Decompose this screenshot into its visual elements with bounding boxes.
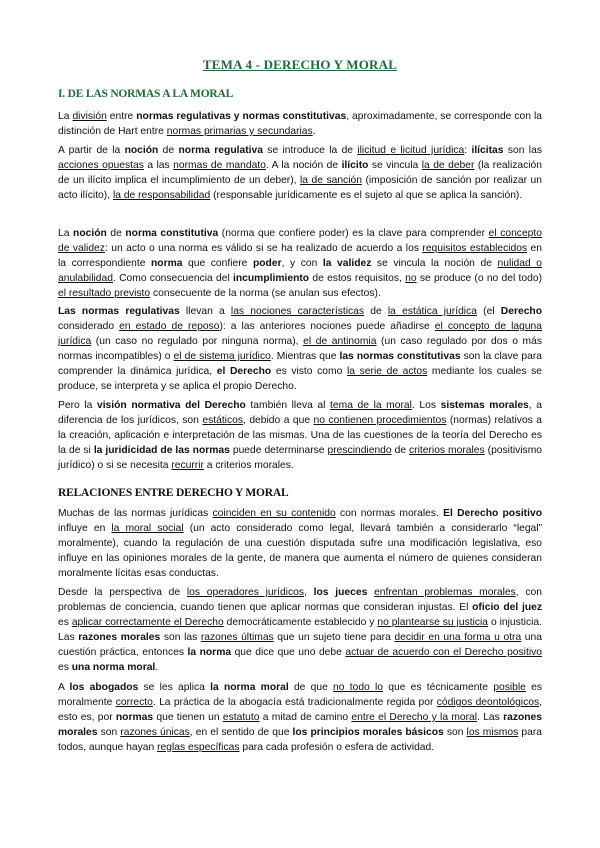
text-run: , esto es, por <box>58 697 542 723</box>
bold-text: las normas constitutivas <box>339 351 461 362</box>
text-run: . <box>312 126 316 137</box>
text-run: se introduce la de <box>262 145 358 156</box>
paragraph-2 <box>58 143 542 203</box>
text-run: . Mientras que <box>270 351 340 362</box>
text-run: , a diferencia de los jurídicos, son <box>58 400 542 426</box>
bold-text: normas regulativas y normas constitutivas <box>136 111 347 122</box>
text-run: A <box>58 682 70 693</box>
underlined-text: acciones opuestas <box>58 160 144 171</box>
bold-text: incumplimiento <box>233 273 310 284</box>
bold-text: normas <box>115 712 154 723</box>
document-title: TEMA 4 - DERECHO Y MORAL <box>202 57 398 72</box>
paragraph-6 <box>58 506 542 581</box>
text-run: se vincula la noción de <box>371 258 498 269</box>
text-run: que un sujeto tiene para <box>273 632 395 643</box>
text-run: de <box>391 445 410 456</box>
underlined-text: aplicar correctamente el Derecho <box>71 617 224 628</box>
text-run: con normas morales. <box>335 508 444 519</box>
underlined-text: estáticos <box>202 415 243 426</box>
text-run: , con problemas de conciencia, cuando tienen que aplicar normas que consideran injustas. El <box>58 587 542 613</box>
text-run: , y con <box>281 258 323 269</box>
text-run: A partir de la <box>58 145 125 156</box>
underlined-text: decidir en una forma u otra <box>394 632 522 643</box>
text-run: (norma que confiere poder) es la clave para comprender <box>218 228 489 239</box>
underlined-text: las nociones características <box>230 306 365 317</box>
bold-text: una norma moral <box>71 662 156 673</box>
text-run: se les aplica <box>138 682 211 693</box>
text-run: . Como consecuencia del <box>112 273 234 284</box>
underlined-text: razones últimas <box>200 632 274 643</box>
text-run: puede determinarse <box>229 445 328 456</box>
text-run: de <box>158 145 179 156</box>
paragraph-8 <box>58 680 542 755</box>
text-run: (normas) relativos a la creación, aplicación e interpretación de las mismas. Una de las cuestiones de la teoría del Derecho es la de si <box>58 415 543 456</box>
text-run: La <box>58 228 74 239</box>
bold-text: norma regulativa <box>178 145 263 156</box>
underlined-text: estatuto <box>222 712 260 723</box>
bold-text: ilícitas <box>471 145 504 156</box>
text-run: también lleva al <box>245 400 331 411</box>
text-run: Desde la perspectiva de <box>58 587 187 598</box>
underlined-text: prescindiendo <box>327 445 392 456</box>
text-run: (un caso no regulado por ninguna norma), <box>91 336 304 347</box>
text-run: (el <box>476 306 501 317</box>
underlined-text: división <box>72 111 107 122</box>
bold-text: la validez <box>322 258 372 269</box>
bold-text: norma constitutiva <box>125 228 219 239</box>
paragraph-3 <box>58 226 542 301</box>
underlined-text: la moral social <box>111 523 184 534</box>
underlined-text: normas primarias y secundarias <box>166 126 313 137</box>
paragraph-1 <box>58 109 542 139</box>
text-run: son <box>443 727 467 738</box>
bold-text: visión normativa del Derecho <box>96 400 246 411</box>
text-run: es <box>58 617 72 628</box>
underlined-text: el resultado previsto <box>58 288 151 299</box>
bold-text: la norma moral <box>210 682 289 693</box>
text-run: de que <box>288 682 334 693</box>
underlined-text: el concepto de validez <box>58 228 542 254</box>
text-run: se vincula <box>368 160 422 171</box>
bold-text: los jueces <box>313 587 368 598</box>
text-run: para cada profesión o esfera de actividad. <box>239 742 435 753</box>
underlined-text: la serie de actos <box>346 366 428 377</box>
text-run: Muchas de las normas jurídicas <box>58 508 213 519</box>
text-run: a criterios morales. <box>203 460 294 471</box>
bold-text: Derecho <box>500 306 542 317</box>
underlined-text: posible <box>493 682 526 693</box>
bold-text: los principios morales básicos <box>292 727 444 738</box>
bold-text: la norma <box>187 647 232 658</box>
bold-text: oficio del juez <box>472 602 542 613</box>
text-run: es <box>58 662 72 673</box>
bold-text: El Derecho positivo <box>443 508 542 519</box>
underlined-text: coinciden en su contenido <box>212 508 336 519</box>
text-run: , <box>304 587 314 598</box>
bold-text: Las normas regulativas <box>58 306 180 317</box>
underlined-text: actuar de acuerdo con el Derecho positivo <box>345 647 542 658</box>
text-run: . <box>155 662 159 673</box>
text-run: (un acto considerado como legal, llevará también a considerarlo “legal” moralmente), cuando la regulación de una cuestión disputada sufre una modificación legislativa, eso influye en las opiniones morales de la gente, de manera que aumenta el número de quienes consideran moralmente lícitas esas conductas. <box>58 523 542 579</box>
underlined-text: códigos deontológicos <box>436 697 540 708</box>
bold-text: poder <box>252 258 282 269</box>
underlined-text: recurrir <box>171 460 204 471</box>
text-run: que tienen un <box>153 712 223 723</box>
text-run: (positivismo jurídico) o si se necesita <box>58 445 542 471</box>
underlined-text: la de deber <box>421 160 475 171</box>
text-run: entre <box>106 111 137 122</box>
text-run: : un acto o una norma es válido si se ha realizado de acuerdo a los <box>104 243 423 254</box>
text-run: . La práctica de la abogacía está tradicionalmente regida por <box>152 697 437 708</box>
bold-text: norma <box>150 258 183 269</box>
text-run: o injusticia. Las <box>58 617 542 643</box>
text-run: llevan a <box>179 306 231 317</box>
paragraph-5 <box>58 398 542 473</box>
text-run: La <box>58 111 73 122</box>
text-run: mediante los cuales se produce, se interpreta y se aplica el propio Derecho. <box>58 366 543 392</box>
section-heading-relaciones: RELACIONES ENTRE DERECHO Y MORAL <box>58 487 289 499</box>
text-run: considerado <box>58 321 120 332</box>
paragraph-4 <box>58 304 542 394</box>
text-run: (un caso regulado por dos o más normas incompatibles) o <box>58 336 542 362</box>
underlined-text: reglas específicas <box>157 742 240 753</box>
text-run: son <box>97 727 121 738</box>
bold-text: noción <box>124 145 159 156</box>
text-run: influye en <box>58 523 112 534</box>
text-run: ): a las anteriores nociones puede añadirse <box>219 321 435 332</box>
text-run: . Los <box>411 400 441 411</box>
text-run: a mitad de camino <box>259 712 352 723</box>
text-run: democráticamente establecido y <box>223 617 378 628</box>
underlined-text: la de sanción <box>300 175 362 186</box>
underlined-text: el concepto de laguna jurídica <box>58 321 542 347</box>
underlined-text: el de sistema jurídico <box>173 351 271 362</box>
text-run: es visto como <box>271 366 347 377</box>
text-run: para todos, aunque hayan <box>58 727 542 753</box>
underlined-text: la de responsabilidad <box>112 190 211 201</box>
underlined-text: los mismos <box>466 727 519 738</box>
underlined-text: no <box>405 273 417 284</box>
text-run: son la clave para comprender la dinámica jurídica, <box>58 351 542 377</box>
bold-text: noción <box>73 228 107 239</box>
text-run: : <box>464 145 472 156</box>
bold-text: la juridicidad de las normas <box>93 445 230 456</box>
underlined-text: enfrentan problemas morales <box>374 587 516 598</box>
text-run: (imposición de sanción por realizar un acto ilícito), <box>58 175 542 201</box>
text-run: , aproximadamente, se corresponde con la distinción de Hart entre <box>58 111 542 137</box>
underlined-text: el de antinomia <box>303 336 377 347</box>
text-run: de <box>364 306 388 317</box>
underlined-text: ilicitud e licitud jurídica <box>357 145 465 156</box>
underlined-text: tema de la moral <box>330 400 412 411</box>
underlined-text: en estado de reposo <box>119 321 220 332</box>
text-run: , en el sentido de que <box>189 727 293 738</box>
underlined-text: no plantearse su justicia <box>377 617 489 628</box>
underlined-text: requisitos establecidos <box>422 243 528 254</box>
text-run: que confiere <box>182 258 253 269</box>
underlined-text: la estática jurídica <box>387 306 477 317</box>
text-run: es moralmente <box>58 682 542 708</box>
text-run: en la correspondiente <box>58 243 542 269</box>
bold-text: ilícito <box>341 160 369 171</box>
text-run: (responsable jurídicamente es el sujeto al que se aplica la sanción). <box>210 190 523 201</box>
text-run: (la realización de un ilícito implica el incumplimiento de un deber), <box>58 160 542 186</box>
bold-text: razones morales <box>58 712 543 738</box>
section-heading-normas-moral: I. DE LAS NORMAS A LA MORAL <box>58 88 234 100</box>
underlined-text: nulidad o anulabilidad <box>58 258 542 284</box>
text-run: que dice que uno debe <box>231 647 346 658</box>
text-run: de estos requisitos, <box>309 273 406 284</box>
paragraph-7 <box>58 585 542 675</box>
text-run: . Las <box>477 712 504 723</box>
text-run: consecuente de la norma (se anulan sus efectos). <box>150 288 381 299</box>
bold-text: razones morales <box>78 632 161 643</box>
underlined-text: los operadores jurídicos <box>186 587 304 598</box>
bold-text: sistemas morales <box>440 400 529 411</box>
text-run: que es técnicamente <box>383 682 494 693</box>
text-run: a las <box>143 160 174 171</box>
underlined-text: no todo lo <box>333 682 384 693</box>
underlined-text: criterios morales <box>409 445 485 456</box>
underlined-text: entre el Derecho y la moral <box>351 712 478 723</box>
text-run: se produce (o no del todo) <box>416 273 542 284</box>
text-run: son las <box>160 632 201 643</box>
bold-text: los abogados <box>69 682 139 693</box>
text-run: Pero la <box>58 400 97 411</box>
text-run: , debido a que <box>243 415 314 426</box>
text-run: . A la noción de <box>265 160 342 171</box>
text-run: de <box>106 228 126 239</box>
underlined-text: correcto <box>115 697 153 708</box>
underlined-text: no contienen procedimientos <box>313 415 447 426</box>
text-run: son las <box>503 145 542 156</box>
text-run: una cuestión práctica, entonces <box>58 632 542 658</box>
bold-text: el Derecho <box>216 366 272 377</box>
underlined-text: razones únicas <box>120 727 190 738</box>
underlined-text: normas de mandato <box>173 160 266 171</box>
